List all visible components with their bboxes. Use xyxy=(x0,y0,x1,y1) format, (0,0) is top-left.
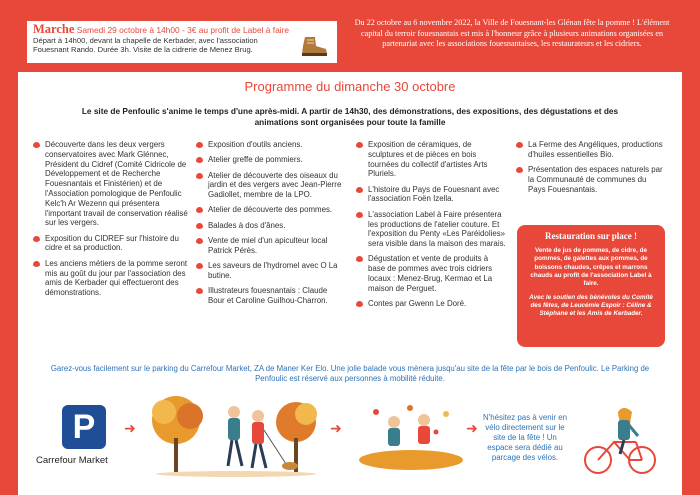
hiking-boot-icon xyxy=(299,35,329,57)
intro-text: Du 22 octobre au 6 novembre 2022, la Ville de Fouesnant-les Glénan fête la pomme ! L'élément capital du terroir fouesnantais est mis à l'honneur grâce à plusieurs animations organisées en partenariat avec les associations fouesnantaises, les restaurateurs et les cidriers. xyxy=(354,18,670,48)
list-item: Dégustation et vente de produits à base de pommes avec trois cidriers locaux : Menez-Brug, Kermao et La maison de Perguet. xyxy=(355,254,507,293)
programme-panel xyxy=(18,72,682,495)
list-item: Balades à dos d'ânes. xyxy=(195,221,343,231)
list-item: Atelier de découverte des oiseaux du jardin et des vergers avec Jean-Pierre Gadiollet, membre de la LPO. xyxy=(195,171,343,200)
list-item: Découverte dans les deux vergers conservatoires avec Mark Glénnec, Président du Cidref (Comité Cidricole de Développement et de Recherche Fouesnantais et Finistérien) et de l'Association pomologique de Penfoulic Kelc'h Ar Wezenn qui présentera l'important travail de conservation réalisé sur les vergers. xyxy=(32,140,192,228)
marche-title: Marche xyxy=(33,22,75,36)
marche-description: Départ à 14h00, devant la chapelle de Kerbader, avec l'association Fouesnant Rando. Durée 3h. Visite de la cidrerie de Menez Brug. xyxy=(33,36,258,55)
bike-text: N'hésitez pas à venir en vélo directement sur le site de la fête ! Un espace sera dédié au parcage des vélos. xyxy=(483,413,567,462)
column-3 xyxy=(355,140,507,314)
list-item: L'association Label à Faire présentera les productions de l'atelier couture. Et l'exposition du Penty «Les Paréidolies» sera visible dans la maison des marais. xyxy=(355,210,507,249)
restauration-title: Restauration sur place ! xyxy=(544,231,638,241)
list-item: La Ferme des Angéliques, productions d'huiles essentielles Bio. xyxy=(515,140,665,160)
marche-date: Samedi 29 octobre à 14h00 - 3€ au profit de Label à faire xyxy=(76,25,290,35)
list-item: Vente de miel d'un apiculteur local Patrick Pérès. xyxy=(195,236,343,256)
marche-box xyxy=(27,21,337,63)
restauration-text: Vente de jus de pommes, de cidre, de pommes, de galettes aux pommes, de boissons chaudes, crêpes et marrons chauds au profit de l'association Label à faire. xyxy=(530,247,652,288)
list-item: Les anciens métiers de la pomme seront mis au goût du jour par l'association des amis de Kerbader qui effectueront des démonstrations. xyxy=(32,259,192,298)
arrow-right-icon: ➜ xyxy=(124,420,136,436)
kids-leaves-illustration xyxy=(356,402,466,472)
parking-sign-icon: P xyxy=(62,405,106,449)
cyclist-illustration xyxy=(580,402,660,482)
list-item: L'histoire du Pays de Fouesnant avec l'association Foën Izella. xyxy=(355,185,507,205)
list-item: Les saveurs de l'hydromel avec O La butine. xyxy=(195,261,343,281)
list-item: Atelier de découverte des pommes. xyxy=(195,205,343,215)
column-1 xyxy=(32,140,192,303)
parking-text: Garez-vous facilement sur le parking du Carrefour Market, ZA de Maner Ker Elo. Une jolie balade vous mènera jusqu'au site de la fête par le bois de Penfoulic. Le Parking de Penfoulic est réservé aux personnes à mobilité réduite. xyxy=(50,364,650,383)
list-item: Exposition du CIDREF sur l'histoire du cidre et sa production. xyxy=(32,234,192,254)
list-item: Atelier greffe de pommiers. xyxy=(195,155,343,165)
arrow-right-icon: ➜ xyxy=(330,420,342,436)
column-2 xyxy=(195,140,343,311)
programme-subtitle: Le site de Penfoulic s'anime le temps d'une après-midi. A partir de 14h30, des démonstrations, des expositions, des dégustations et des animations sont organisées pour toute la famille xyxy=(81,106,619,127)
list-item: Présentation des espaces naturels par la Communauté de communes du Pays Fouesnantais. xyxy=(515,165,665,194)
list-item: Exposition d'outils anciens. xyxy=(195,140,343,150)
arrow-right-icon: ➜ xyxy=(466,420,478,436)
column-4 xyxy=(515,140,665,200)
programme-title: Programme du dimanche 30 octobre xyxy=(244,79,456,94)
list-item: Illustrateurs fouesnantais : Claude Bour et Caroline Guilhou-Charron. xyxy=(195,286,343,306)
marche-header xyxy=(33,24,331,36)
restauration-box xyxy=(517,225,665,347)
list-item: Contes par Gwenn Le Doré. xyxy=(355,299,507,309)
restauration-support: Avec le soutien des bénévoles du Comité des fêtes, de Leucémie Espoir : Céline & Stéphane et les Amis de Kerbader. xyxy=(529,294,653,318)
parking-label: Carrefour Market xyxy=(36,455,108,466)
walking-family-illustration xyxy=(146,390,326,480)
list-item: Exposition de céramiques, de sculptures et de pièces en bois tournées du collectif d'artistes Arts Pluriels. xyxy=(355,140,507,179)
